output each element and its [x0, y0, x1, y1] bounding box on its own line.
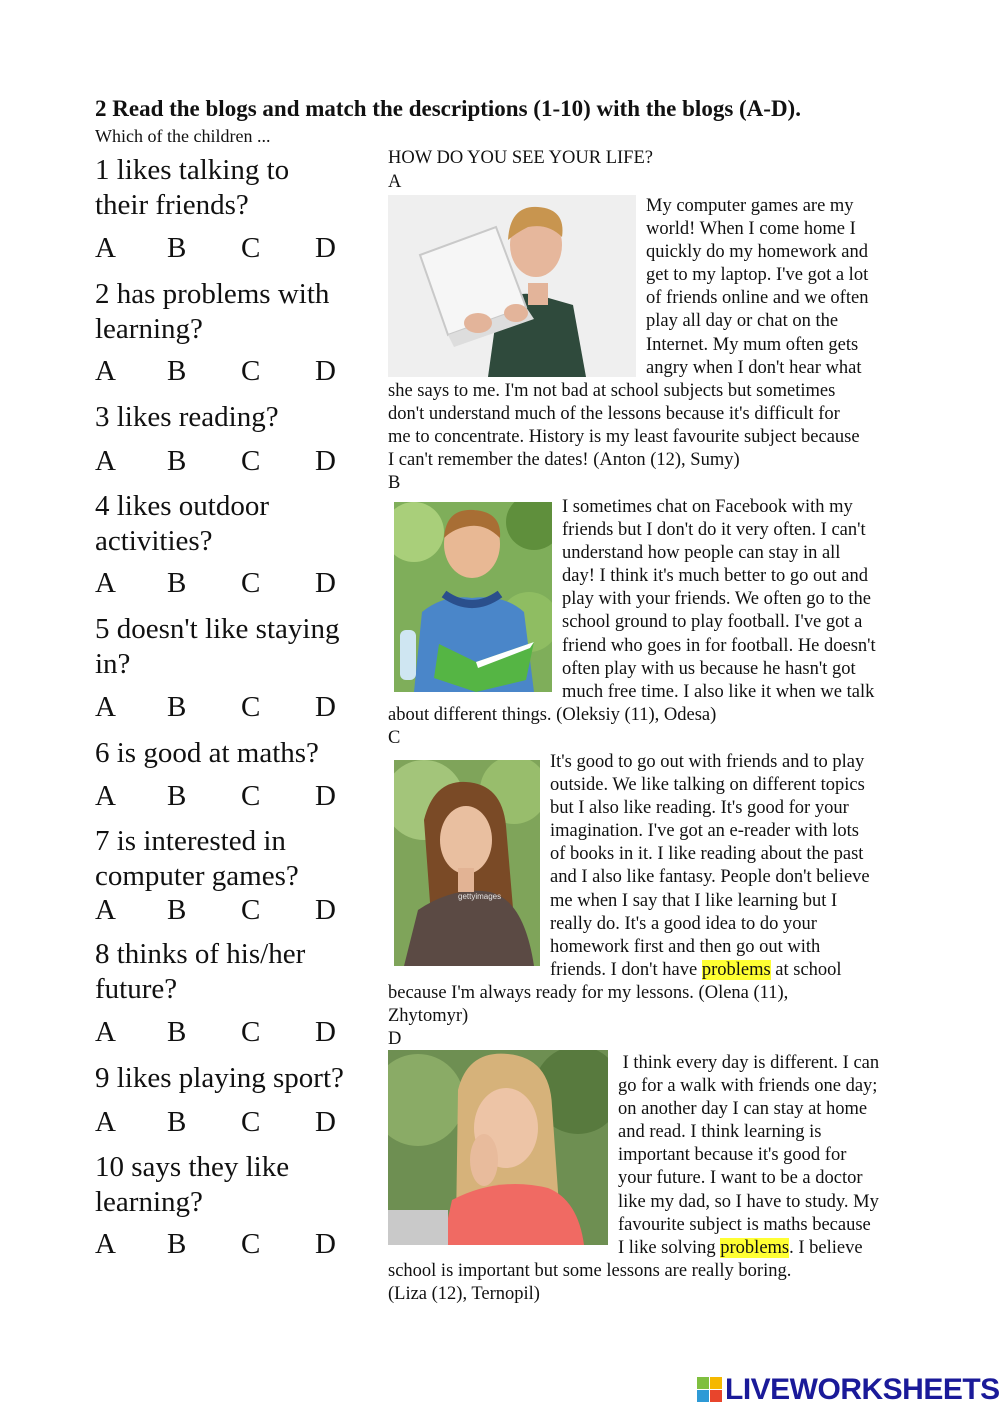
- liveworksheets-logo: [697, 1373, 1000, 1407]
- option-a[interactable]: A: [95, 1016, 116, 1048]
- option-b[interactable]: B: [167, 355, 187, 387]
- option-c[interactable]: C: [241, 1106, 261, 1138]
- answer-options-8: [95, 1016, 355, 1050]
- option-d[interactable]: D: [315, 780, 336, 812]
- option-c[interactable]: C: [241, 567, 261, 599]
- boy-with-book-photo: [394, 502, 552, 692]
- answer-options-2: [95, 355, 355, 389]
- answer-options-10: [95, 1228, 355, 1262]
- question-1: 1 likes talking to their friends?: [95, 154, 290, 221]
- option-a[interactable]: A: [95, 355, 116, 387]
- question-10: 10 says they like learning?: [95, 1151, 290, 1218]
- blog-b-full-text: about different things. (Oleksiy (11), Odesa): [388, 705, 717, 725]
- exercise-title: 2 Read the blogs and match the descriptions (1-10) with the blogs (A-D).: [95, 96, 801, 121]
- option-c[interactable]: C: [241, 691, 261, 723]
- blog-c-label: C: [388, 728, 401, 748]
- option-a[interactable]: A: [95, 1106, 116, 1138]
- option-c[interactable]: C: [241, 1228, 261, 1260]
- blog-d-label: D: [388, 1029, 402, 1049]
- question-9: 9 likes playing sport?: [95, 1062, 344, 1094]
- answer-options-3: [95, 445, 355, 479]
- option-a[interactable]: A: [95, 1228, 116, 1260]
- blog-a-full-text: she says to me. I'm not bad at school subjects but sometimes don't understand much of the lessons because it's difficult for me to concentrate. History is my least favourite subject because I can't remember the dates! (Anton (12), Sumy): [388, 381, 860, 471]
- girl-smiling-photo: [388, 1050, 608, 1245]
- option-d[interactable]: D: [315, 232, 336, 264]
- answer-options-7: [95, 894, 355, 928]
- option-d[interactable]: D: [315, 691, 336, 723]
- photo-watermark: gettyimages: [458, 892, 502, 901]
- answer-options-4: [95, 567, 355, 601]
- logo-text: LIVEWORKSHEETS: [725, 1373, 1000, 1406]
- question-8: 8 thinks of his/her future?: [95, 938, 306, 1005]
- girl-outdoors-photo: [394, 760, 540, 966]
- blog-a-side-text: My computer games are my world! When I come home I quickly do my homework and get to my laptop. I've got a lot of friends online and we often play all day or chat on the Internet. My mum often gets angry when I don't hear what: [646, 196, 869, 378]
- blog-d-side-text: I think every day is different. I can go for a walk with friends one day; on another day I can stay at home and read. I think learning is important because it's good for your future. I want to be a doctor like my dad, so I have to study. My favourite subject is maths because I like solving problems. I believe: [618, 1053, 880, 1258]
- option-a[interactable]: A: [95, 780, 116, 812]
- option-c[interactable]: C: [241, 232, 261, 264]
- exercise-subtitle: Which of the children ...: [95, 126, 271, 146]
- boy-with-laptop-photo: [388, 195, 636, 377]
- answer-options-5: [95, 691, 355, 725]
- question-7: 7 is interested in computer games?: [95, 825, 299, 892]
- highlighted-word: problems: [701, 959, 771, 980]
- option-a[interactable]: A: [95, 567, 116, 599]
- option-b[interactable]: B: [167, 1106, 187, 1138]
- option-c[interactable]: C: [241, 355, 261, 387]
- question-5: 5 doesn't like staying in?: [95, 613, 340, 680]
- blog-b-side-text: I sometimes chat on Facebook with my friends but I don't do it very often. I can't understand how people can stay in all day! I think it's much better to go out and play with your friends. We often go to the school ground to play football. I've got a friend who goes in for football. He doesn't often play with us because he hasn't got much free time. I also like it when we talk: [562, 497, 876, 702]
- option-d[interactable]: D: [315, 1016, 336, 1048]
- highlighted-word: problems: [720, 1237, 790, 1258]
- blogs-heading: HOW DO YOU SEE YOUR LIFE?: [388, 148, 653, 168]
- question-6: 6 is good at maths?: [95, 737, 319, 769]
- option-a[interactable]: A: [95, 232, 116, 264]
- option-b[interactable]: B: [167, 1228, 187, 1260]
- option-a[interactable]: A: [95, 691, 116, 723]
- option-c[interactable]: C: [241, 1016, 261, 1048]
- option-b[interactable]: B: [167, 894, 187, 926]
- option-b[interactable]: B: [167, 567, 187, 599]
- logo-blocks-icon: [697, 1377, 723, 1403]
- option-a[interactable]: A: [95, 445, 116, 477]
- option-d[interactable]: D: [315, 567, 336, 599]
- option-d[interactable]: D: [315, 355, 336, 387]
- option-b[interactable]: B: [167, 1016, 187, 1048]
- question-3: 3 likes reading?: [95, 401, 279, 433]
- option-b[interactable]: B: [167, 691, 187, 723]
- option-b[interactable]: B: [167, 232, 187, 264]
- option-b[interactable]: B: [167, 780, 187, 812]
- option-a[interactable]: A: [95, 894, 116, 926]
- answer-options-9: [95, 1106, 355, 1140]
- option-d[interactable]: D: [315, 445, 336, 477]
- option-d[interactable]: D: [315, 1228, 336, 1260]
- option-c[interactable]: C: [241, 894, 261, 926]
- blog-d-full-text: school is important but some lessons are really boring. (Liza (12), Ternopil): [388, 1261, 792, 1305]
- option-b[interactable]: B: [167, 445, 187, 477]
- option-d[interactable]: D: [315, 1106, 336, 1138]
- blog-c-side-text: It's good to go out with friends and to play outside. We like talking on different topics but I also like reading. It's good for your imagination. I've got an e-reader with lots of books in it. I like reading about the past and I also like fantasy. People don't believe me when I say that I like learning but I really do. It's a good idea to do your homework first and then go out with friends. I don't have problems at school: [550, 752, 870, 980]
- blog-b-label: B: [388, 473, 401, 493]
- option-d[interactable]: D: [315, 894, 336, 926]
- question-2: 2 has problems with learning?: [95, 278, 330, 345]
- answer-options-6: [95, 780, 355, 814]
- blog-c-full-text: because I'm always ready for my lessons. (Olena (11), Zhytomyr): [388, 983, 789, 1027]
- option-c[interactable]: C: [241, 780, 261, 812]
- blog-a-label: A: [388, 172, 402, 192]
- option-c[interactable]: C: [241, 445, 261, 477]
- question-4: 4 likes outdoor activities?: [95, 490, 269, 557]
- answer-options-1: [95, 232, 355, 266]
